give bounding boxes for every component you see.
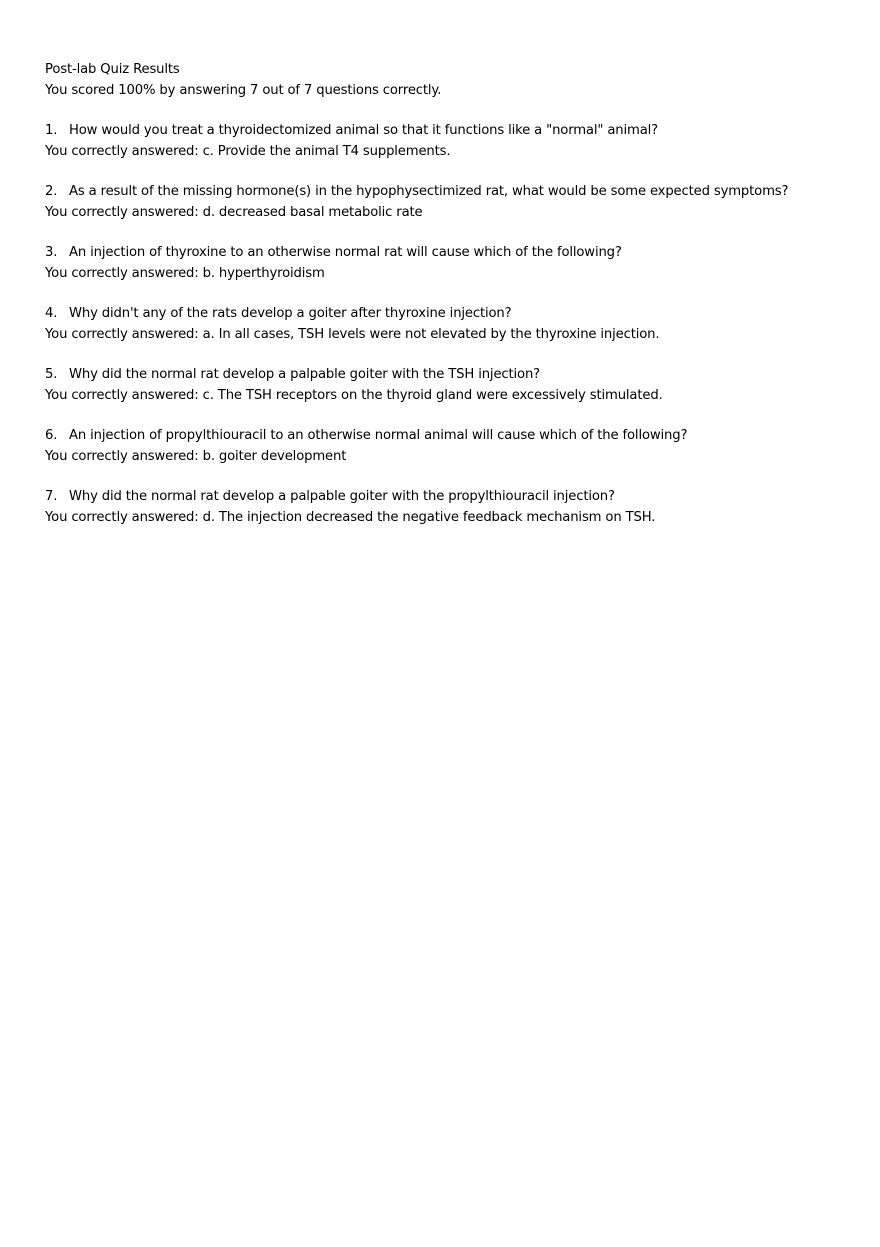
question-number: 5. [45,367,58,382]
question-label: Why didn't any of the rats develop a goiter after thyroxine injection? [69,306,512,321]
quiz-results-document [45,59,865,547]
page-title: Post-lab Quiz Results [45,62,180,77]
answer-text: You correctly answered: b. hyperthyroidism [45,266,325,281]
question-number: 6. [45,428,58,443]
question-item [45,242,865,284]
question-label: Why did the normal rat develop a palpable goiter with the propylthiouracil injection? [69,489,615,504]
question-label: An injection of propylthiouracil to an otherwise normal animal will cause which of the following? [69,428,688,443]
question-number: 4. [45,306,58,321]
answer-text: You correctly answered: b. goiter development [45,449,347,464]
answer-text: You correctly answered: c. The TSH receptors on the thyroid gland were excessively stimulated. [45,388,663,403]
quiz-header [45,59,865,101]
question-item [45,486,865,528]
question-item [45,181,865,223]
question-number: 1. [45,123,58,138]
question-text [45,120,865,141]
question-text [45,364,865,385]
question-number: 3. [45,245,58,260]
question-item [45,303,865,345]
question-text [45,425,865,446]
question-label: An injection of thyroxine to an otherwise normal rat will cause which of the following? [69,245,622,260]
question-number: 7. [45,489,58,504]
answer-text: You correctly answered: a. In all cases, TSH levels were not elevated by the thyroxine injection. [45,327,660,342]
question-item [45,120,865,162]
question-text [45,486,865,507]
question-label: Why did the normal rat develop a palpable goiter with the TSH injection? [69,367,541,382]
question-item [45,364,865,406]
question-text [45,242,865,263]
score-summary: You scored 100% by answering 7 out of 7 questions correctly. [45,83,442,98]
question-label: How would you treat a thyroidectomized animal so that it functions like a "normal" animal? [69,123,658,138]
answer-text: You correctly answered: c. Provide the animal T4 supplements. [45,144,451,159]
question-number: 2. [45,184,58,199]
question-item [45,425,865,467]
question-text [45,303,865,324]
answer-text: You correctly answered: d. decreased basal metabolic rate [45,205,423,220]
question-text [45,181,865,202]
question-label: As a result of the missing hormone(s) in the hypophysectimized rat, what would be some expected symptoms? [69,184,789,199]
answer-text: You correctly answered: d. The injection decreased the negative feedback mechanism on TSH. [45,510,656,525]
